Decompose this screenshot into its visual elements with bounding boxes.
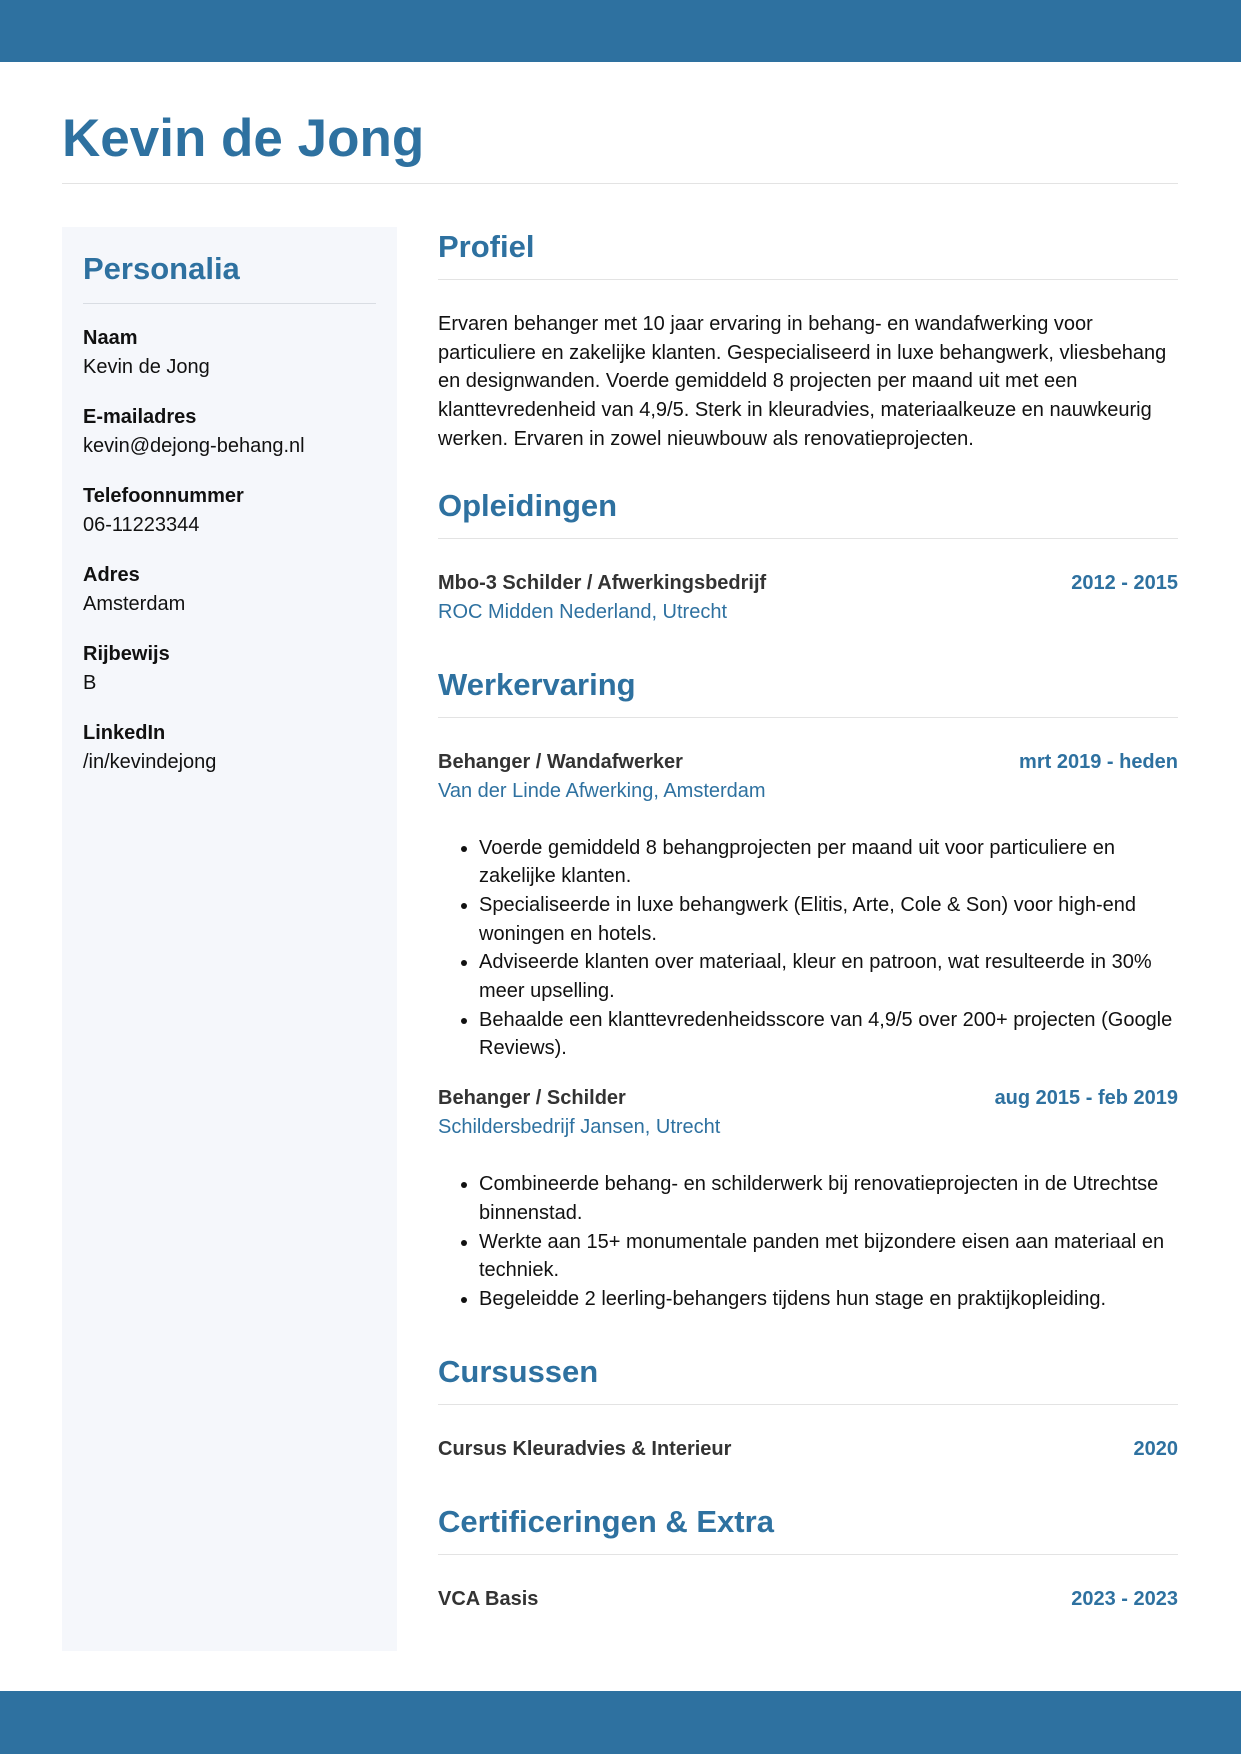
top-accent-bar [0,0,1241,62]
field-linkedin [83,719,376,777]
experience-entry [438,748,1178,1064]
field-name [83,324,376,382]
entry-date: aug 2015 - feb 2019 [994,1087,1178,1110]
list-item: • Adviseerde klanten over materiaal, kleur en patroon, wat resulteerde in 30% meer upselling. [479,948,1178,1005]
experience-section [438,661,1178,1314]
field-label: Naam [83,327,138,349]
field-value: 06-11223344 [83,514,200,536]
field-email [83,403,376,461]
bullet-list [438,1170,1178,1314]
entry-organization: Van der Linde Afwerking, Amsterdam [438,779,766,802]
field-drivers-license [83,640,376,698]
field-address [83,561,376,619]
entry-title: Cursus Kleuradvies & Interieur [438,1437,732,1460]
list-item: • Voerde gemiddeld 8 behangprojecten per maand uit voor particuliere en zakelijke klanten. [479,834,1178,891]
entry-date: 2023 - 2023 [1071,1587,1178,1610]
entry-date: mrt 2019 - heden [1019,750,1178,773]
entry-title: VCA Basis [438,1587,539,1610]
entry-header [438,1084,1178,1113]
field-value: /in/kevindejong [83,751,217,773]
course-entry [438,1435,1178,1464]
entry-organization: ROC Midden Nederland, Utrecht [438,600,728,623]
field-value: B [83,672,97,694]
entry-title: Mbo-3 Schilder / Afwerkingsbedrijf [438,571,767,594]
main-content [438,223,1178,1614]
certification-entry [438,1585,1178,1614]
experience-heading: Werkervaring [438,661,1178,718]
list-item: • Combineerde behang- en schilderwerk bij renovatieprojecten in de Utrechtse binnenstad. [479,1170,1178,1227]
education-heading: Opleidingen [438,482,1178,539]
personalia-sidebar [62,227,397,1651]
entry-header [438,748,1178,777]
entry-date: 2012 - 2015 [1071,571,1178,594]
courses-heading: Cursussen [438,1348,1178,1405]
entry-date: 2020 [1133,1437,1178,1460]
experience-entry [438,1084,1178,1314]
courses-section [438,1348,1178,1464]
entry-header [438,569,1178,598]
title-divider [62,183,1178,184]
certifications-heading: Certificeringen & Extra [438,1498,1178,1555]
field-label: Adres [83,564,140,586]
field-label: Rijbewijs [83,643,170,665]
list-item: • Begeleidde 2 leerling-behangers tijdens hun stage en praktijkopleiding. [479,1285,1178,1314]
personalia-heading: Personalia [83,247,376,304]
education-section [438,482,1178,627]
list-item: • Specialiseerde in luxe behangwerk (Elitis, Arte, Cole & Son) voor high-end woningen en hotels. [479,891,1178,948]
bottom-accent-bar [0,1691,1241,1754]
field-value: Amsterdam [83,593,186,615]
field-label: LinkedIn [83,722,166,744]
bullet-list [438,834,1178,1064]
entry-title: Behanger / Schilder [438,1087,626,1110]
certifications-section [438,1498,1178,1614]
list-item: • Werkte aan 15+ monumentale panden met bijzondere eisen aan materiaal en techniek. [479,1228,1178,1285]
field-value: kevin@dejong-behang.nl [83,435,305,457]
page-title: Kevin de Jong [62,109,425,168]
field-phone [83,482,376,540]
entry-title: Behanger / Wandafwerker [438,750,683,773]
profile-heading: Profiel [438,223,1178,280]
field-label: Telefoonnummer [83,485,244,507]
field-label: E-mailadres [83,406,197,428]
entry-organization: Schildersbedrijf Jansen, Utrecht [438,1116,721,1139]
field-value: Kevin de Jong [83,356,210,378]
profile-text: Ervaren behanger met 10 jaar ervaring in behang- en wandafwerking voor particuliere en zakelijke klanten. Gespecialiseerd in luxe behangwerk, vliesbehang en designwanden. Voerde gemiddeld 8 projecten per maand uit met een klanttevredenheid van 4,9/5. Sterk in kleuradvies, materiaalkeuze en nauwkeurig werken. Ervaren in zowel nieuwbouw als renovatieprojecten. [438,313,1167,450]
profile-section [438,223,1178,454]
entry-header [438,1435,1178,1464]
education-entry [438,569,1178,627]
list-item: • Behaalde een klanttevredenheidsscore van 4,9/5 over 200+ projecten (Google Reviews). [479,1006,1178,1063]
entry-header [438,1585,1178,1614]
personalia-fields [83,324,376,777]
